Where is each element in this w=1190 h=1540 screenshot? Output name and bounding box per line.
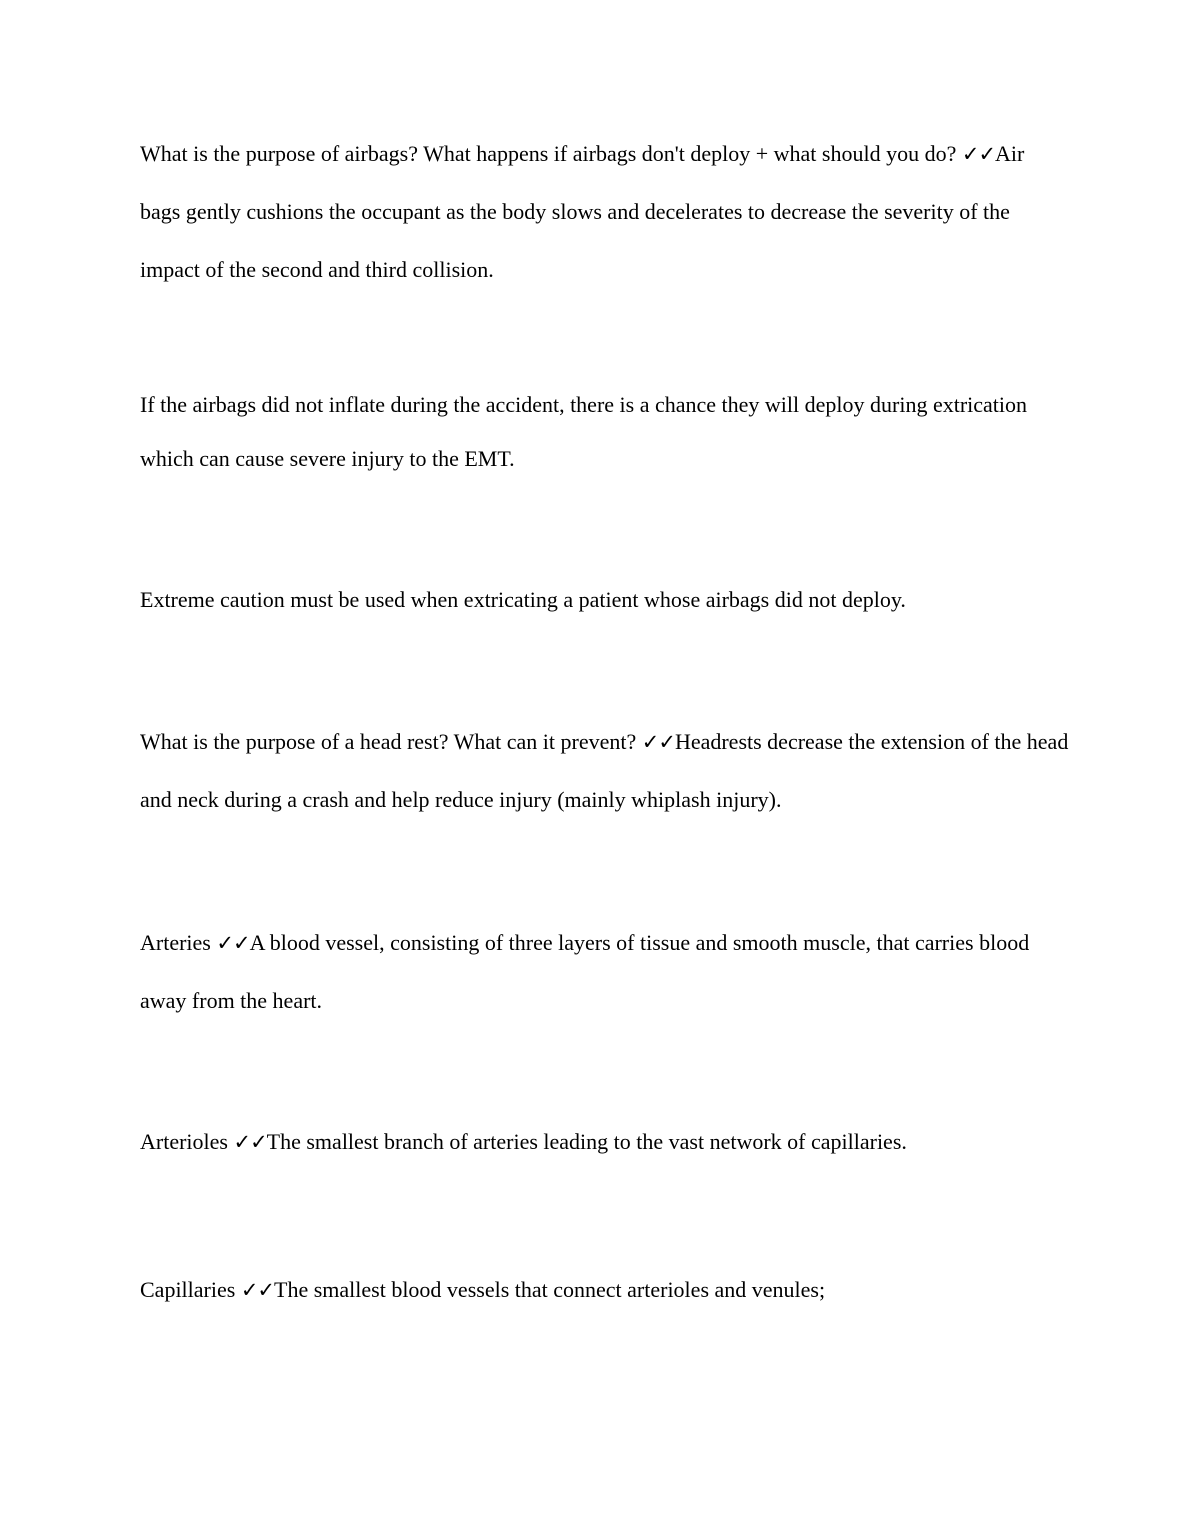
- entry-airbags-not-inflated: [140, 378, 1070, 486]
- check-mark-icon: ✓✓: [961, 142, 996, 166]
- term-text: Arteries: [140, 930, 217, 955]
- answer-text: Headrests decrease the extension of the head and neck during a crash and help reduce injury (mainly whiplash injury).: [140, 729, 1069, 812]
- check-mark-icon: ✓✓: [641, 730, 675, 754]
- definition-text: The smallest blood vessels that connect arterioles and venules;: [274, 1277, 826, 1302]
- entry-extreme-caution: [140, 571, 1070, 629]
- question-text: What is the purpose of airbags? What happens if airbags don't deploy + what should you do?: [140, 141, 962, 166]
- check-mark-icon: ✓✓: [233, 1130, 267, 1154]
- term-text: Capillaries: [140, 1277, 241, 1302]
- entry-head-rest: [140, 713, 1070, 829]
- definition-text: A blood vessel, consisting of three layers of tissue and smooth muscle, that carries blood away from the heart.: [140, 930, 1030, 1013]
- definition-text: The smallest branch of arteries leading to the vast network of capillaries.: [266, 1129, 907, 1154]
- paragraph-text: If the airbags did not inflate during the accident, there is a chance they will deploy during extrication which can cause severe injury to the EMT.: [140, 392, 1028, 471]
- entry-airbags-purpose: [140, 125, 1070, 299]
- entry-capillaries: [140, 1261, 1070, 1319]
- paragraph-text: Extreme caution must be used when extricating a patient whose airbags did not deploy.: [140, 587, 906, 612]
- term-text: Arterioles: [140, 1129, 234, 1154]
- answer-text: Air bags gently cushions the occupant as the body slows and decelerates to decrease the severity of the impact of the second and third collision.: [140, 141, 1025, 282]
- check-mark-icon: ✓✓: [216, 931, 250, 955]
- question-text: What is the purpose of a head rest? What can it prevent?: [140, 729, 642, 754]
- entry-arteries: [140, 914, 1070, 1030]
- entry-arterioles: [140, 1113, 1070, 1171]
- check-mark-icon: ✓✓: [240, 1278, 275, 1302]
